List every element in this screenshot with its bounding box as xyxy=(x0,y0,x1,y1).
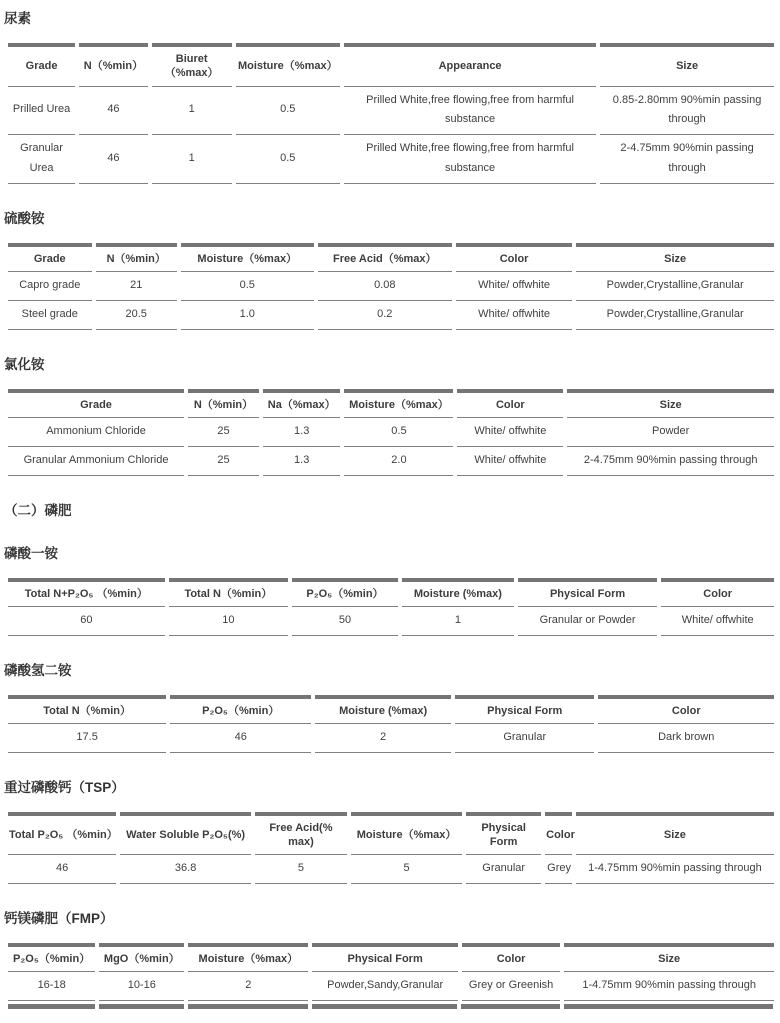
table-cell: 2 xyxy=(188,972,308,1001)
table-cell: Powder,Crystalline,Granular xyxy=(576,272,774,301)
table-cell: 1 xyxy=(152,135,232,184)
table-cell: 36.8 xyxy=(120,855,251,884)
map-table xyxy=(4,578,778,636)
column-header: Free Acid（%max） xyxy=(318,243,452,272)
border-segment xyxy=(99,1004,184,1009)
table-cell: 20.5 xyxy=(96,301,177,330)
column-header: Grade xyxy=(8,389,184,418)
table-cell: Powder,Sandy,Granular xyxy=(312,972,457,1001)
table-cell: Dark brown xyxy=(598,724,774,753)
section-heading-phosphate: （二）磷肥 xyxy=(4,502,72,518)
table-cell: White/ offwhite xyxy=(456,301,572,330)
header-row xyxy=(8,943,774,972)
column-header: N（%min） xyxy=(79,43,148,87)
column-header: Color xyxy=(457,389,563,418)
table-cell: 0.5 xyxy=(344,418,453,447)
column-header: Appearance xyxy=(344,43,596,87)
table-cell: Steel grade xyxy=(8,301,92,330)
table-cell: 1.0 xyxy=(181,301,314,330)
section-heading-tsp: 重过磷酸钙（TSP） xyxy=(4,779,125,795)
table-cell: 25 xyxy=(188,447,259,476)
column-header: P₂O₅（%min） xyxy=(292,578,398,607)
table-row xyxy=(8,272,774,301)
fmp-table xyxy=(4,943,778,1001)
ammonium-sulfate-table xyxy=(4,243,778,330)
table-cell: 5 xyxy=(351,855,462,884)
column-header: Moisture（%max） xyxy=(236,43,340,87)
section-heading-urea: 尿素 xyxy=(4,11,31,26)
table-cell: Prilled Urea xyxy=(8,87,75,136)
table-cell: 1 xyxy=(152,87,232,136)
urea-table xyxy=(4,43,778,184)
table-cell: 46 xyxy=(170,724,311,753)
column-header: Physical Form xyxy=(312,943,457,972)
column-header: Color xyxy=(661,578,774,607)
section-heading-fmp: 钙镁磷肥（FMP） xyxy=(4,911,114,927)
column-header: Grade xyxy=(8,243,92,272)
column-header: Total P₂O₅ （%min） xyxy=(8,812,116,856)
header-row xyxy=(8,812,774,856)
section-heading-dap: 磷酸氢二铵 xyxy=(4,662,72,678)
table-cell: 0.5 xyxy=(181,272,314,301)
table-cell: 1 xyxy=(402,607,514,636)
table-cell: 2-4.75mm 90%min passing through xyxy=(600,135,774,184)
border-segment xyxy=(564,1004,773,1009)
column-header: Moisture (%max) xyxy=(315,695,451,724)
table-row xyxy=(8,855,774,884)
table-cell: 2.0 xyxy=(344,447,453,476)
header-row xyxy=(8,243,774,272)
column-header: Color xyxy=(545,812,572,856)
column-header: N（%min） xyxy=(188,389,259,418)
column-header: Total N（%min） xyxy=(169,578,288,607)
column-header: Na（%max） xyxy=(263,389,341,418)
table-cell: White/ offwhite xyxy=(457,418,563,447)
table-cell: 1.3 xyxy=(263,418,341,447)
column-header: Total N（%min） xyxy=(8,695,166,724)
table-cell: 17.5 xyxy=(8,724,166,753)
border-segment xyxy=(461,1004,559,1009)
table-cell: 0.5 xyxy=(236,135,340,184)
column-header: Biuret（%max） xyxy=(152,43,232,87)
table-cell: 0.85-2.80mm 90%min passing through xyxy=(600,87,774,136)
table-cell: 46 xyxy=(8,855,116,884)
column-header: Moisture（%max） xyxy=(181,243,314,272)
column-header: Free Acid(% max) xyxy=(255,812,347,856)
column-header: Moisture (%max) xyxy=(402,578,514,607)
section-heading-ammonium-chloride: 氯化铵 xyxy=(4,356,45,372)
column-header: Physical Form xyxy=(518,578,658,607)
header-row xyxy=(8,578,774,607)
column-header: Moisture（%max） xyxy=(188,943,308,972)
table-cell: Granular Ammonium Chloride xyxy=(8,447,184,476)
header-row xyxy=(8,389,774,418)
column-header: Physical Form xyxy=(455,695,595,724)
table-row xyxy=(8,447,774,476)
table-row xyxy=(8,301,774,330)
dap-table xyxy=(4,695,778,753)
table-cell: Powder xyxy=(567,418,774,447)
table-cell: Capro grade xyxy=(8,272,92,301)
column-header: Size xyxy=(576,243,774,272)
table-row xyxy=(8,418,774,447)
border-segment xyxy=(8,1004,95,1009)
column-header: Size xyxy=(564,943,774,972)
table-cell: Granular Urea xyxy=(8,135,75,184)
column-header: Size xyxy=(576,812,774,856)
table-cell: Prilled White,free flowing,free from harmful substance xyxy=(344,135,596,184)
table-cell: White/ offwhite xyxy=(661,607,774,636)
table-row xyxy=(8,724,774,753)
table-row xyxy=(8,87,774,136)
table-cell: 2 xyxy=(315,724,451,753)
table-cell: 1-4.75mm 90%min passing through xyxy=(564,972,774,1001)
ammonium-chloride-table xyxy=(4,389,778,476)
table-cell: 25 xyxy=(188,418,259,447)
column-header: Size xyxy=(600,43,774,87)
table-cell: 1-4.75mm 90%min passing through xyxy=(576,855,774,884)
column-header: Water Soluble P₂O₅(%) xyxy=(120,812,251,856)
table-cell: 50 xyxy=(292,607,398,636)
header-row xyxy=(8,43,774,87)
table-cell: White/ offwhite xyxy=(457,447,563,476)
column-header: P₂O₅（%min） xyxy=(8,943,95,972)
column-header: N（%min） xyxy=(96,243,177,272)
border-segment xyxy=(312,1004,457,1009)
column-header: P₂O₅（%min） xyxy=(170,695,311,724)
table-cell: 0.5 xyxy=(236,87,340,136)
table-cell: Prilled White,free flowing,free from harmful substance xyxy=(344,87,596,136)
table-cell: 10-16 xyxy=(99,972,184,1001)
table-cell: 5 xyxy=(255,855,347,884)
table-cell: Ammonium Chloride xyxy=(8,418,184,447)
next-table-top-border xyxy=(8,1004,773,1009)
table-cell: 2-4.75mm 90%min passing through xyxy=(567,447,774,476)
table-cell: 21 xyxy=(96,272,177,301)
column-header: Size xyxy=(567,389,774,418)
table-cell: 1.3 xyxy=(263,447,341,476)
table-row xyxy=(8,607,774,636)
table-cell: 0.08 xyxy=(318,272,452,301)
section-heading-ammonium-sulfate: 硫酸铵 xyxy=(4,210,45,226)
section-heading-map: 磷酸一铵 xyxy=(4,545,58,561)
table-cell: Granular xyxy=(455,724,595,753)
column-header: Color xyxy=(462,943,560,972)
column-header: Physical Form xyxy=(466,812,541,856)
table-cell: 0.2 xyxy=(318,301,452,330)
column-header: Color xyxy=(598,695,774,724)
table-cell: 46 xyxy=(79,135,148,184)
header-row xyxy=(8,695,774,724)
table-cell: Grey xyxy=(545,855,572,884)
table-cell: 16-18 xyxy=(8,972,95,1001)
table-cell: White/ offwhite xyxy=(456,272,572,301)
table-row xyxy=(8,972,774,1001)
table-cell: 46 xyxy=(79,87,148,136)
column-header: Color xyxy=(456,243,572,272)
table-cell: Granular xyxy=(466,855,541,884)
column-header: MgO（%min） xyxy=(99,943,184,972)
column-header: Total N+P₂O₅ （%min） xyxy=(8,578,165,607)
table-cell: Grey or Greenish xyxy=(462,972,560,1001)
column-header: Grade xyxy=(8,43,75,87)
table-row xyxy=(8,135,774,184)
column-header: Moisture（%max） xyxy=(344,389,453,418)
column-header: Moisture（%max） xyxy=(351,812,462,856)
table-cell: 60 xyxy=(8,607,165,636)
border-segment xyxy=(188,1004,308,1009)
table-cell: Powder,Crystalline,Granular xyxy=(576,301,774,330)
tsp-table xyxy=(4,812,778,884)
table-cell: Granular or Powder xyxy=(518,607,658,636)
table-cell: 10 xyxy=(169,607,288,636)
